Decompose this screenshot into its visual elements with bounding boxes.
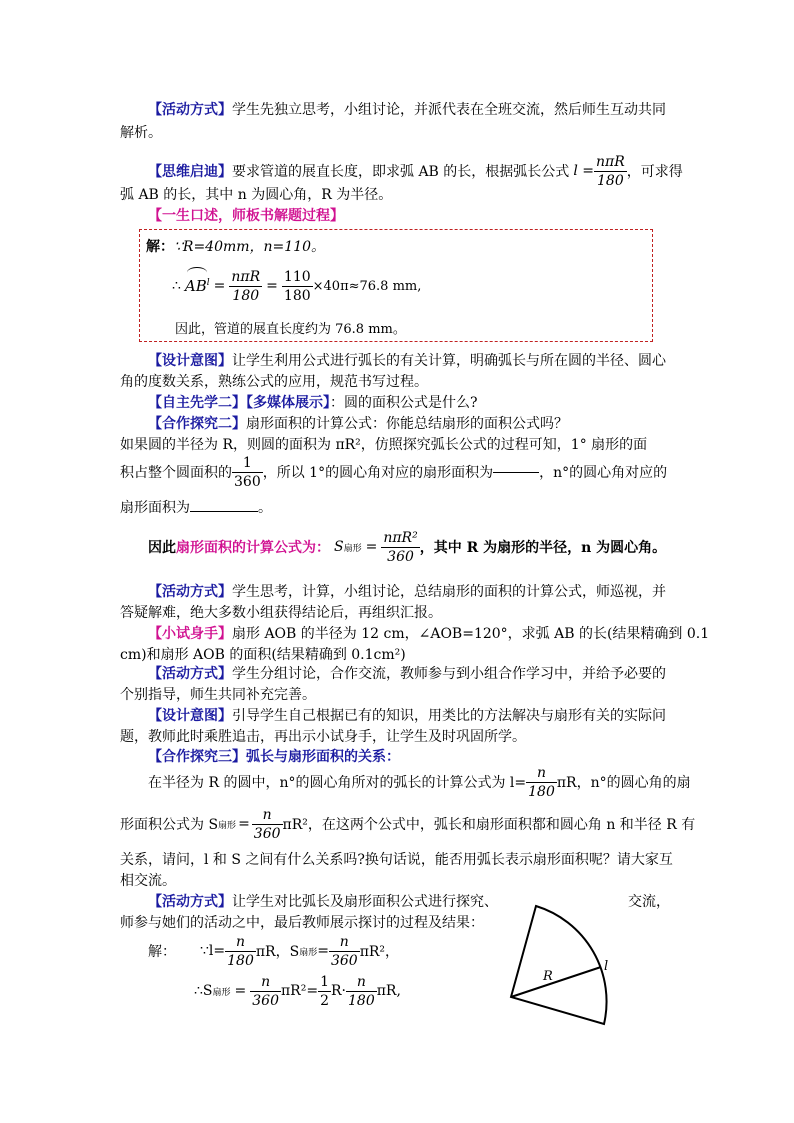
text: ，所以 1°的圆心角对应的扇形面积为 bbox=[262, 465, 494, 481]
text: 扇形面积为 bbox=[120, 500, 190, 516]
equals: = bbox=[365, 539, 378, 555]
para-activity-1-cont: 解析。 bbox=[120, 125, 162, 141]
denominator: 180 bbox=[232, 287, 260, 304]
text: 在半径为 R 的圆中，n°的圆心角所对的弧长的计算公式为 l= bbox=[148, 775, 527, 791]
para-sector-intro-line3 bbox=[120, 497, 272, 517]
numerator: 1 bbox=[232, 454, 263, 473]
para-design-2 bbox=[148, 705, 666, 725]
para-coop-2 bbox=[148, 413, 568, 433]
denominator: 180 bbox=[283, 287, 311, 304]
para-text: 学生思考，计算，小组讨论，总结扇形的面积的计算公式，师巡视，并 bbox=[232, 584, 666, 600]
tag-oral: 【一生口述，师板书解题过程】 bbox=[148, 208, 344, 224]
arc-mark bbox=[187, 267, 207, 278]
text: R· bbox=[331, 983, 346, 999]
text: ，n°的圆心角对应的 bbox=[539, 465, 668, 481]
para-text: 让学生对比弧长及扇形面积公式进行探究、 bbox=[232, 894, 498, 910]
denominator: 180 bbox=[348, 992, 375, 1009]
para-text: 学生分组讨论，合作交流，教师参与到小组合作学习中，并给予必要的 bbox=[232, 666, 666, 682]
para-self-study bbox=[148, 392, 478, 412]
numerator: 1 bbox=[320, 973, 329, 990]
solution-line-3: 因此，管道的展直长度约为 76.8 mm。 bbox=[175, 322, 406, 337]
text: 。 bbox=[258, 500, 272, 516]
tag-design: 【设计意图】 bbox=[148, 708, 232, 724]
tag-activity: 【活动方式】 bbox=[148, 666, 232, 682]
para-try-cont: cm)和扇形 AOB 的面积(结果精确到 0.1cm²) bbox=[120, 647, 406, 663]
para-relation-line1 bbox=[148, 762, 691, 802]
sector-radius-line bbox=[511, 967, 601, 997]
fraction bbox=[225, 933, 256, 970]
para-thinking-cont: 弧 AB 的长，其中 n 为圆心角，R 为半径。 bbox=[120, 187, 393, 203]
arc-sup: l bbox=[206, 278, 210, 288]
text: πR, bbox=[376, 983, 401, 999]
sector-area-formula bbox=[148, 527, 666, 567]
numerator: nπR² bbox=[383, 529, 418, 546]
tag-activity: 【活动方式】 bbox=[148, 584, 232, 600]
tag-thinking: 【思维启迪】 bbox=[148, 164, 232, 180]
para-text: ：圆的面积公式是什么? bbox=[330, 395, 478, 411]
tag-activity: 【活动方式】 bbox=[148, 102, 232, 118]
radius-label: R bbox=[543, 969, 553, 984]
tag-coop-3: 【合作探究三】 bbox=[148, 749, 246, 765]
numerator: n bbox=[346, 973, 377, 992]
para-text: 学生先独立思考，小组讨论，并派代表在全班交流，然后师生互动共同 bbox=[232, 102, 666, 118]
text: = bbox=[234, 983, 247, 999]
fraction bbox=[318, 973, 331, 1010]
answer-blank-2[interactable] bbox=[190, 511, 258, 512]
denominator: 360 bbox=[387, 548, 414, 565]
heading-oral bbox=[148, 205, 344, 225]
fraction-n-360 bbox=[252, 806, 283, 843]
text: 积占整个圆面积的 bbox=[120, 465, 232, 481]
para-activity-4 bbox=[148, 891, 498, 911]
denominator: 2 bbox=[320, 992, 329, 1009]
arc-ab bbox=[185, 277, 210, 295]
para-text: 扇形 AOB 的半径为 12 cm，∠AOB=120°，求弧 AB 的长(结果精确到 0.1 bbox=[232, 626, 710, 642]
sector-fraction bbox=[381, 529, 419, 566]
arc-label: l bbox=[604, 959, 609, 974]
subscript: 扇形 bbox=[218, 820, 237, 831]
numerator: n bbox=[225, 933, 256, 952]
para-text: 让学生利用公式进行弧长的有关计算，明确弧长与所在圆的半径、圆心 bbox=[232, 353, 666, 369]
equals-2: = bbox=[266, 278, 278, 294]
tag-design: 【设计意图】 bbox=[148, 353, 232, 369]
numerator: n bbox=[329, 933, 360, 952]
subscript: 扇形 bbox=[299, 947, 318, 958]
para-try bbox=[148, 623, 709, 643]
denominator: 360 bbox=[330, 952, 358, 969]
solution-label: 解： bbox=[146, 239, 174, 255]
para-text: 扇形面积的计算公式：你能总结扇形的面积公式吗？ bbox=[246, 416, 568, 432]
text: πR²= bbox=[280, 983, 319, 999]
para-activity-3-cont: 个别指导，师生共同补充完善。 bbox=[120, 687, 316, 703]
para-text: 要求管道的展直长度，即求弧 AB 的长，根据弧长公式 bbox=[232, 164, 570, 180]
fraction bbox=[329, 933, 360, 970]
tag-multimedia: 【多媒体展示】 bbox=[246, 395, 330, 411]
denominator: 180 bbox=[227, 952, 254, 969]
tag-coop-2: 【合作探究二】 bbox=[148, 416, 246, 432]
para-design-1 bbox=[148, 350, 666, 370]
text: πR，n°的圆心角的扇 bbox=[556, 775, 691, 791]
symbol-s: S bbox=[334, 539, 344, 555]
numerator: nπR bbox=[595, 153, 625, 170]
para-activity-4-right: 交流， bbox=[628, 894, 670, 910]
fraction bbox=[346, 973, 377, 1010]
denominator: 360 bbox=[234, 473, 261, 490]
para-sector-intro-line1: 如果圆的半径为 R，则圆的面积为 πR²，仿照探究弧长公式的过程可知，1° 扇形的面 bbox=[120, 437, 648, 453]
solution-line-2 bbox=[172, 260, 421, 312]
text: 因此 bbox=[148, 540, 176, 556]
solution-given: ∵R=40mm，n=110。 bbox=[174, 239, 326, 255]
answer-blank-1[interactable] bbox=[493, 472, 539, 473]
para-activity-2 bbox=[148, 581, 666, 601]
coop-3-title: 弧长与扇形面积的关系： bbox=[246, 749, 400, 765]
arc-text: AB bbox=[184, 277, 207, 295]
para-relation-line2 bbox=[120, 804, 695, 844]
para-design-2-cont: 题，教师此时乘胜追击，再出示小试身手，让学生及时巩固所学。 bbox=[120, 729, 526, 745]
text: ∵l= bbox=[200, 943, 226, 959]
fraction bbox=[250, 973, 281, 1010]
text: = bbox=[317, 943, 329, 959]
sector-shape bbox=[511, 906, 607, 1024]
text: 形面积公式为 S bbox=[120, 817, 219, 833]
subscript: 扇形 bbox=[212, 987, 231, 998]
para-activity-4-cont: 师参与她们的活动之中，最后教师展示探讨的过程及结果： bbox=[120, 915, 484, 931]
para-sector-intro-line2 bbox=[120, 452, 667, 492]
equals-1: = bbox=[213, 278, 226, 294]
arc-length-fraction bbox=[594, 153, 627, 190]
text: ∴S bbox=[194, 983, 213, 999]
text: πR²，在这两个公式中，弧长和扇形面积都和圆心角 n 和半径 R 有 bbox=[282, 817, 696, 833]
tag-activity: 【活动方式】 bbox=[148, 894, 232, 910]
text: ，其中 R 为扇形的半径，n 为圆心角。 bbox=[419, 540, 667, 556]
para-design-1-cont: 角的度数关系，熟练公式的应用，规范书写过程。 bbox=[120, 374, 428, 390]
solution-fraction-1 bbox=[229, 268, 262, 305]
subscript: 扇形 bbox=[343, 543, 362, 554]
text: πR，S bbox=[255, 944, 300, 960]
para-text-after: ，可求得 bbox=[626, 164, 683, 180]
highlight-text: 扇形面积的计算公式为： bbox=[176, 540, 330, 556]
para-relation-line4: 相交流。 bbox=[120, 873, 176, 889]
para-activity-2-cont: 答疑解难，绝大多数小组获得结论后，再组织汇报。 bbox=[120, 605, 442, 621]
para-activity-3 bbox=[148, 663, 666, 683]
derivation-line-2 bbox=[194, 971, 401, 1011]
numerator: n bbox=[526, 764, 557, 783]
solution-tail: ×40π≈76.8 mm, bbox=[312, 278, 422, 294]
numerator: 110 bbox=[283, 268, 311, 285]
para-relation-line3: 关系，请问，l 和 S 之间有什么关系吗?换句话说，能否用弧长表示扇形面积呢？请大家互 bbox=[120, 852, 673, 868]
denominator: 180 bbox=[597, 172, 624, 189]
formula-lhs: l = bbox=[573, 163, 594, 179]
fraction-1-360 bbox=[232, 454, 263, 491]
derivation-label: 解： bbox=[148, 944, 176, 960]
fraction-n-180 bbox=[526, 764, 557, 801]
denominator: 360 bbox=[253, 825, 281, 842]
sector-figure bbox=[500, 900, 630, 1035]
tag-self-study: 【自主先学二】 bbox=[148, 395, 246, 411]
derivation-line-1 bbox=[200, 931, 399, 971]
tag-try: 【小试身手】 bbox=[148, 626, 232, 642]
equals: = bbox=[238, 816, 250, 832]
solution-line-1 bbox=[146, 236, 325, 256]
solution-fraction-2 bbox=[282, 268, 313, 305]
denominator: 360 bbox=[252, 992, 279, 1009]
numerator: n bbox=[252, 806, 283, 825]
para-activity-1 bbox=[148, 99, 666, 119]
denominator: 180 bbox=[528, 783, 555, 800]
text: πR²， bbox=[359, 944, 400, 960]
para-text: 引导学生自己根据已有的知识，用类比的方法解决与扇形有关的实际问 bbox=[232, 708, 666, 724]
numerator: n bbox=[250, 973, 281, 992]
numerator: nπR bbox=[231, 268, 261, 285]
therefore-symbol: ∴ bbox=[172, 278, 181, 294]
